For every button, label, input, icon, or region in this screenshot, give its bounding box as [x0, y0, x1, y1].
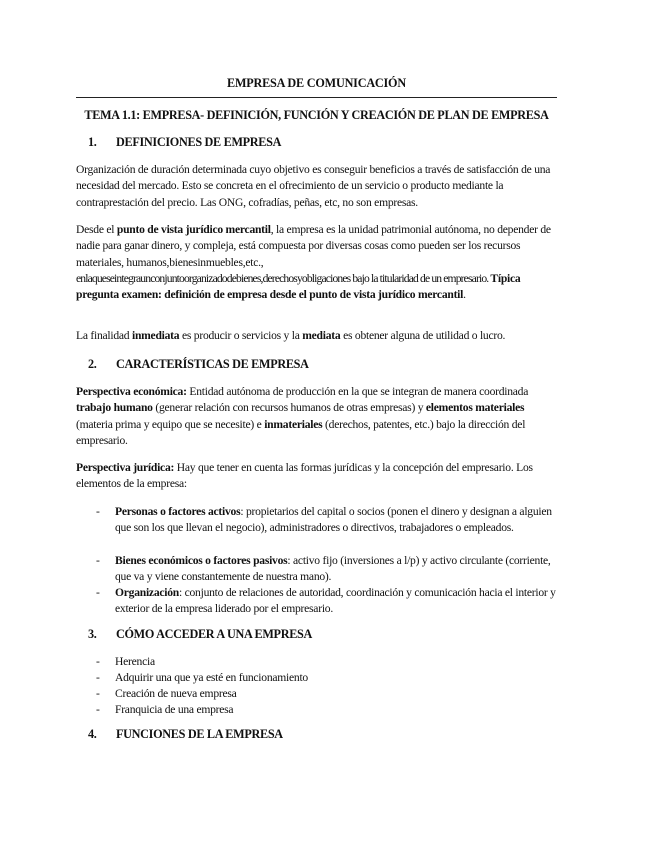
list-item: - Adquirir una que ya esté en funcionamiento — [96, 670, 564, 686]
bullet-dash: - — [96, 586, 100, 599]
section-title: DEFINICIONES DE EMPRESA — [116, 135, 282, 149]
bullet-dash: - — [96, 655, 100, 668]
list-item: - Bienes económicos o factores pasivos: activo fijo (inversiones a l/p) y activo circulante (corriente, que va y viene constantemente de nuestra mano). — [96, 554, 551, 584]
section-title: FUNCIONES DE LA EMPRESA — [116, 727, 283, 741]
paragraph-definition: Organización de duración determinada cuyo objetivo es conseguir beneficios a través de satisfacción de una necesidad del mercado. Esto se concreta en el ofrecimiento de un servicio o producto mediante la contraprestación del precio. Las ONG, cofradías, peñas, etc, no son empresas. — [76, 163, 551, 209]
paragraph-purpose: La finalidad inmediata es producir o servicios y la mediata es obtener alguna de utilidad o lucro. — [76, 329, 506, 342]
list-item: - Organización: conjunto de relaciones de autoridad, coordinación y comunicación hacia el interior y exterior de la empresa liderado por el empresario. — [96, 586, 556, 616]
section-title: CARACTERÍSTICAS DE EMPRESA — [116, 357, 309, 371]
section-number: 4. — [88, 727, 97, 741]
section-heading-2 — [88, 357, 309, 372]
section-heading-3 — [88, 627, 312, 642]
paragraph-juridical-perspective: Perspectiva jurídica: Hay que tener en cuenta las formas jurídicas y la concepción del empresario. Los elementos de la empresa: — [76, 461, 533, 491]
bullet-dash: - — [96, 505, 100, 518]
section-number: 1. — [88, 135, 97, 149]
document-title: EMPRESA DE COMUNICACIÓN — [227, 76, 406, 90]
section-heading-1 — [88, 135, 281, 150]
document-subtitle: TEMA 1.1: EMPRESA- DEFINICIÓN, FUNCIÓN Y CREACIÓN DE PLAN DE EMPRESA — [84, 108, 549, 122]
section-heading-4 — [88, 727, 283, 742]
paragraph-economic-perspective: Perspectiva económica: Entidad autónoma de producción en la que se integran de manera coordinada trabajo humano (generar relación con recursos humanos de otras empresas) y elementos materiales (materia prima y equipo que se necesite) e inmateriales (derechos, patentes, etc.) bajo la dirección del empresario. — [76, 385, 529, 447]
section-title: CÓMO ACCEDER A UNA EMPRESA — [116, 627, 313, 641]
list-item: - Franquicia de una empresa — [96, 702, 564, 718]
title-divider — [76, 97, 557, 98]
paragraph-juridical-definition: Desde el punto de vista jurídico mercantil, la empresa es la unidad patrimonial autónoma, no depender de nadie para ganar dinero, y compleja, está compuesta por diversas cosas como pueden ser los recursos materiales, humanos,bienesinmuebles,etc., enlaqueseintegraunconjuntoorganizadodebienes,derechosyobligaciones bajo la titularidad de un empresario. Típica pregunta examen: definición de empresa desde el punto de vista jurídico mercantil. — [76, 223, 551, 302]
section-number: 3. — [88, 627, 97, 641]
bullet-dash: - — [96, 554, 100, 567]
exam-note: Típica pregunta examen: definición de empresa desde el punto de vista jurídico mercantil — [76, 271, 521, 302]
section-number: 2. — [88, 357, 97, 371]
bullet-dash: - — [96, 703, 100, 716]
bullet-dash: - — [96, 671, 100, 684]
list-item: - Herencia — [96, 654, 564, 670]
list-item: - Creación de nueva empresa — [96, 686, 564, 702]
list-item: - Personas o factores activos: propietarios del capital o socios (ponen el dinero y designan a alguien que son los que llevan el negocio), administradores o directivos, trabajadores o empleados. — [96, 505, 552, 535]
bullet-dash: - — [96, 687, 100, 700]
